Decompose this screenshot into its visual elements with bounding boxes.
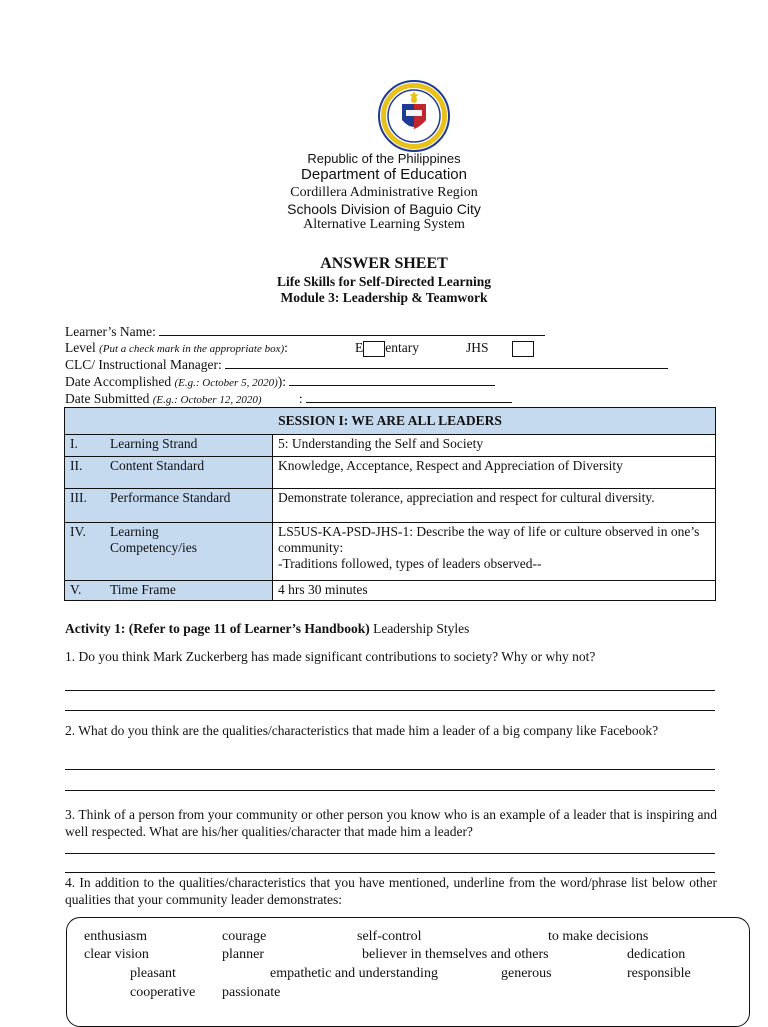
header-program: Alternative Learning System [303,217,465,232]
question-4: 4. In addition to the qualities/characteristics that you have mentioned, underline from the word/phrase list below other qualities that your community leader demonstrates: [65,875,717,907]
row-value: Knowledge, Acceptance, Respect and Appreciation of Diversity [273,457,716,489]
row-value [273,523,716,581]
activity-heading [65,621,469,637]
word-item[interactable]: empathetic and understanding [270,966,438,981]
word-item[interactable]: enthusiasm [84,929,147,944]
word-item[interactable]: pleasant [130,966,176,981]
header-country: Republic of the Philippines [307,151,461,166]
learner-name-row [65,323,545,340]
word-item[interactable]: clear vision [84,947,149,962]
level-label: Level [65,340,96,355]
activity-label: Activity 1 [65,621,121,636]
date-submitted-colon: : [298,391,303,406]
table-row [65,435,716,457]
clc-row [65,356,668,373]
date-accomplished-label: Date Accomplished [65,374,172,389]
word-item[interactable]: cooperative [130,985,196,1000]
row-number: V. [70,582,82,597]
learner-name-label: Learner’s Name: [65,324,156,339]
row-value: 4 hrs 30 minutes [273,581,716,601]
jhs-option [466,340,489,356]
level-hint: (Put a check mark in the appropriate box) [99,343,285,355]
row-label-cell [65,489,273,523]
row-number: III. [70,490,87,505]
question-3: 3. Think of a person from your community or other person you know who is an example of a leader that is inspiring and well respected. What are his/her qualities/character that made him a leader? [65,807,717,839]
session-title: SESSION I: WE ARE ALL LEADERS [65,408,716,435]
answer-line[interactable] [65,769,715,770]
answer-line[interactable] [65,790,715,791]
jhs-checkbox[interactable] [512,341,534,357]
row-label: Learning Competency/ies [110,524,197,555]
row-label-cell [65,581,273,601]
learner-name-field[interactable] [159,323,545,336]
header-department: Department of Education [301,166,467,183]
row-value-line1: LS5US-KA-PSD-JHS-1: Describe the way of life or culture observed in one’s community: [278,524,700,555]
level-colon: : [284,340,288,355]
module-title: Module 3: Leadership & Teamwork [280,290,488,305]
question-2: 2. What do you think are the qualities/characteristics that made him a leader of a big company like Facebook? [65,723,659,738]
word-item[interactable]: responsible [627,966,691,981]
row-label-cell [65,523,273,581]
word-item[interactable]: planner [222,947,264,962]
date-accomplished-hint: (E.g.: October 5, 2020) [174,377,278,389]
clc-label: CLC/ Instructional Manager: [65,357,222,372]
word-item[interactable]: generous [501,966,552,981]
activity-reference: : (Refer to page 11 of Learner’s Handbook) [120,621,370,636]
row-label: Learning Strand [110,436,198,451]
word-item[interactable]: courage [222,929,267,944]
level-row [65,340,288,356]
row-value: Demonstrate tolerance, appreciation and respect for cultural diversity. [273,489,716,523]
answer-line[interactable] [65,853,715,854]
table-row [65,581,716,601]
elementary-option [355,340,419,357]
activity-name: Leadership Styles [369,621,470,636]
table-row [65,523,716,581]
elementary-suffix: entary [385,340,419,355]
subject-title: Life Skills for Self-Directed Learning [277,274,491,289]
table-row [65,489,716,523]
word-item[interactable]: passionate [222,985,281,1000]
session-table [64,407,716,601]
row-label-cell [65,457,273,489]
elementary-prefix: E [355,340,364,355]
word-item[interactable]: dedication [627,947,686,962]
header-division: Schools Division of Baguio City [287,201,481,217]
row-number: II. [70,458,83,473]
table-row [65,457,716,489]
word-item[interactable]: to make decisions [548,929,649,944]
elementary-checkbox[interactable] [363,341,385,357]
header-region: Cordillera Administrative Region [290,185,478,200]
question-1: 1. Do you think Mark Zuckerberg has made significant contributions to society? Why or why not? [65,649,596,664]
word-item[interactable]: believer in themselves and others [362,947,549,962]
row-value-line2: -Traditions followed, types of leaders observed-- [278,556,542,571]
answer-line[interactable] [65,872,715,873]
clc-field[interactable] [225,356,668,369]
date-accomplished-colon: ): [277,374,286,389]
deped-seal [378,80,450,152]
date-submitted-label: Date Submitted [65,391,150,406]
date-accomplished-row [65,373,495,390]
date-submitted-hint: (E.g.: October 12, 2020) [152,394,262,406]
page-title: ANSWER SHEET [320,255,448,272]
row-number: I. [70,436,78,451]
word-item[interactable]: self-control [357,929,422,944]
date-submitted-row [65,390,512,407]
row-label: Performance Standard [110,490,231,505]
row-label: Content Standard [110,458,205,473]
row-label: Time Frame [110,582,176,597]
row-number: IV. [70,524,86,539]
answer-line[interactable] [65,710,715,711]
date-accomplished-field[interactable] [289,373,495,386]
row-label-cell [65,435,273,457]
row-value: 5: Understanding the Self and Society [273,435,716,457]
jhs-label: JHS [466,340,489,355]
answer-line[interactable] [65,690,715,691]
date-submitted-field[interactable] [306,390,512,403]
